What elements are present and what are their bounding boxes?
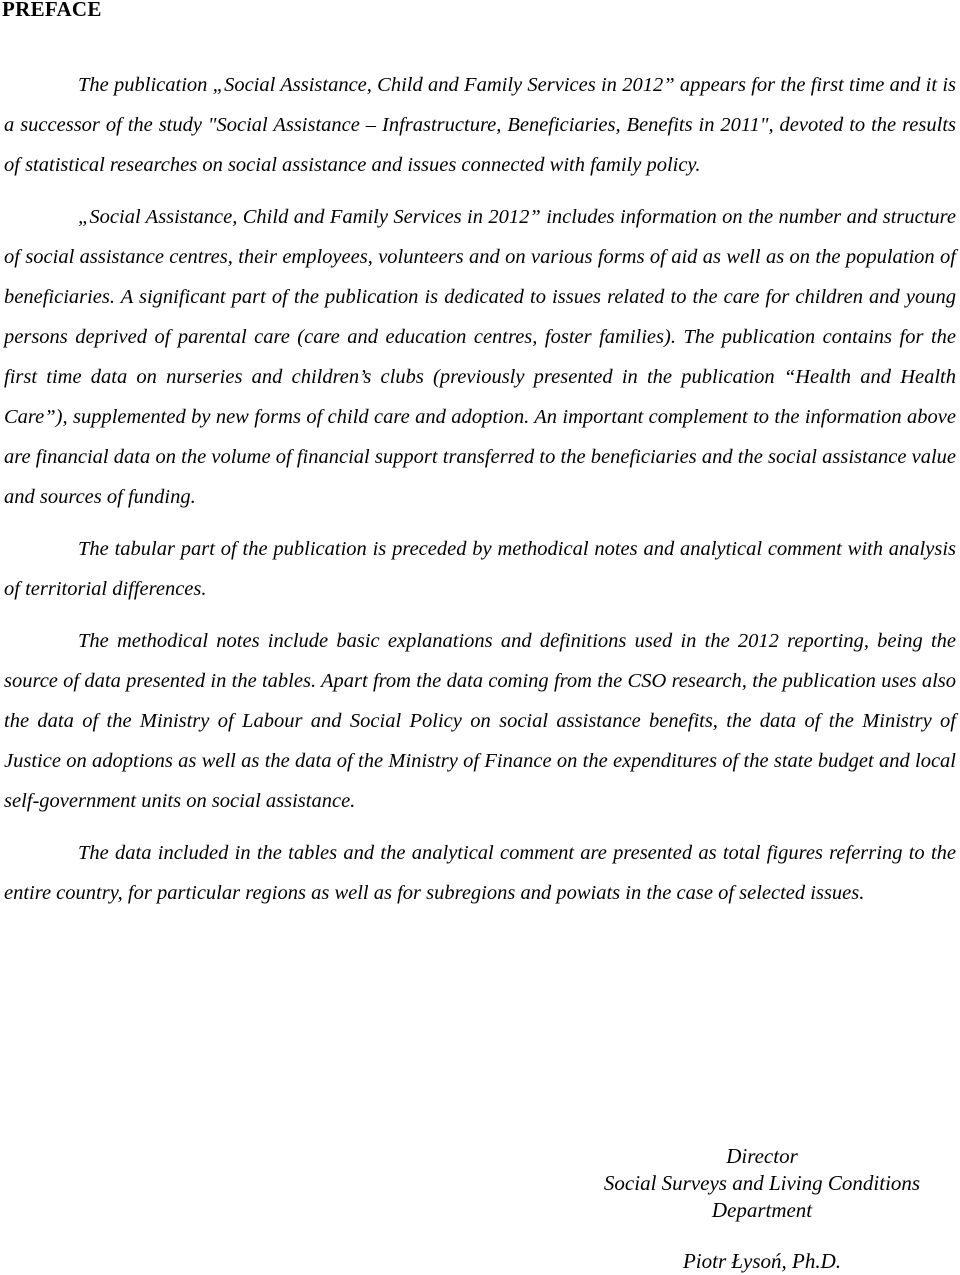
signature-block — [562, 1143, 960, 1275]
signature-department-line2: Department — [711, 1198, 813, 1222]
paragraph-4: The methodical notes include basic explanations and definitions used in the 2012 reporting, being the source of data presented in the tables. Apart from the data coming from the CSO research, the publication uses also the data of the Ministry of Labour and Social Policy on social assistance benefits, the data of the Ministry of Justice on adoptions as well as the data of the Ministry of Finance on the expenditures of the state budget and local self-government units on social assistance. — [4, 630, 956, 812]
signature-title: Director — [726, 1144, 798, 1168]
paragraph-5: The data included in the tables and the analytical comment are presented as total figures referring to the entire country, for particular regions as well as for subregions and powiats in the case of selected issues. — [4, 842, 956, 904]
paragraph-3: The tabular part of the publication is preceded by methodical notes and analytical comment with analysis of territorial differences. — [4, 538, 956, 600]
signature-name: Piotr Łysoń, Ph.D. — [682, 1249, 842, 1273]
page-heading: PREFACE — [2, 0, 102, 21]
paragraph-1: The publication „Social Assistance, Child and Family Services in 2012” appears for the first time and it is a successor of the study "Social Assistance – Infrastructure, Beneficiaries, Benefits in 2011", devoted to the results of statistical researches on social assistance and issues connected with family policy. — [4, 74, 956, 176]
paragraph-2: „Social Assistance, Child and Family Services in 2012” includes information on the number and structure of social assistance centres, their employees, volunteers and on various forms of aid as well as on the population of beneficiaries. A significant part of the publication is dedicated to issues related to the care for children and young persons deprived of parental care (care and education centres, foster families). The publication contains for the first time data on nurseries and children’s clubs (previously presented in the publication “Health and Health Care”), supplemented by new forms of child care and adoption. An important complement to the information above are financial data on the volume of financial support transferred to the beneficiaries and the social assistance value and sources of funding. — [4, 206, 956, 508]
signature-department-line1: Social Surveys and Living Conditions — [603, 1171, 921, 1195]
preface-body — [4, 65, 956, 925]
